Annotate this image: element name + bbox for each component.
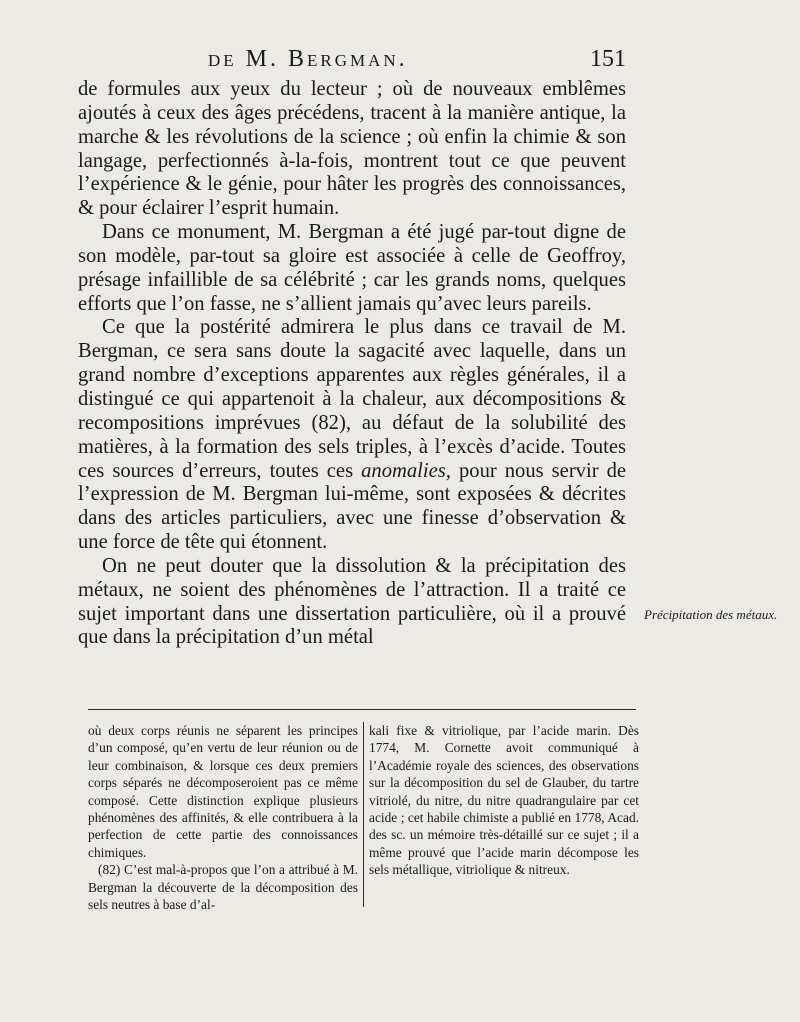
footnote-column-right bbox=[369, 722, 639, 879]
paragraph-1: de formules aux yeux du lecteur ; où de nouveaux emblêmes ajoutés à ceux des âges précédens, tracent à la manière antique, la marche & les révolutions de la science ; où enfin la chimie & son langage, perfectionnés à-la-fois, montrent tout ce que peuvent l’expérience & le génie, pour hâter les progrès des connoissances, & pour éclairer l’esprit humain. bbox=[78, 78, 626, 220]
footnote-column-left bbox=[88, 722, 358, 913]
emphasis-anomalies: anomalies, bbox=[361, 459, 451, 482]
footnote-rule bbox=[88, 709, 636, 710]
main-text bbox=[78, 78, 626, 650]
paragraph-2: Dans ce monument, M. Bergman a été jugé par-tout digne de son modèle, par-tout sa gloire est associée à celle de Geoffroy, présage infaillible de sa célébrité ; car les grands noms, quelques efforts que l’on fasse, ne s’allient jamais qu’avec leurs pareils. bbox=[78, 221, 626, 315]
footnote-continuation: où deux corps réunis ne séparent les principes d’un composé, qu’en vertu de leur réunion ou de leur combinaison, & lorsque ces deux premiers corps séparés ne décomposeroient pas ce même composé. Cette distinction explique plusieurs phénomènes des affinités, & elle contribuera à la perfection de cette partie des connoissances chimiques. bbox=[88, 723, 358, 860]
paragraph-4: On ne peut douter que la dissolution & la précipitation des métaux, ne soient des phénomènes de l’attraction. Il a traité ce sujet important dans une dissertation particulière, où il a prouvé que dans la précipitation d’un métal bbox=[78, 554, 626, 649]
paragraph-3-text: Ce que la postérité admirera le plus dans ce travail de M. Bergman, ce sera sans doute la sagacité avec laquelle, dans un grand nombre d’exceptions apparentes aux règles générales, il a distingué ce qui appartenoit à la chaleur, aux décompositions & recompositions imprévues (82), au défaut de la solubilité des matières, à la formation des sels triples, à l’excès d’acide. Toutes ces sources d’erreurs, toutes ces bbox=[78, 316, 626, 482]
footnote-82: (82) C’est mal-à-propos que l’on a attribué à M. Bergman la découverte de la décomposition des sels neutres à base d’al- bbox=[88, 862, 358, 913]
paragraph-3 bbox=[78, 316, 626, 554]
footnote-82-continued: kali fixe & vitriolique, par l’acide marin. Dès 1774, M. Cornette avoit communiqué à l’Académie royale des sciences, des observations sur la décomposition du sel de Glauber, du tartre vitriolé, du nitre, du nitre quadrangulaire par cet acide ; cet habile chimiste a publié en 1778, Acad. des sc. un mémoire très-détaillé sur ce sujet ; il a même prouvé que l’acide marin décompose les sels métallique, vitriolique & nitreux. bbox=[369, 723, 639, 878]
margin-note: Précipitation des métaux. bbox=[644, 607, 778, 622]
footnotes bbox=[88, 722, 639, 922]
page-header bbox=[78, 44, 626, 78]
page-number: 151 bbox=[590, 46, 626, 72]
paragraph-3-continued: pour nous servir de l’expression de M. Bergman lui-même, sont exposées & décrites dans des articles particuliers, avec une finesse d’observation & une force de tête qui étonnent. bbox=[78, 459, 627, 554]
column-divider bbox=[363, 722, 364, 907]
running-title: de M. Bergman. bbox=[208, 46, 408, 72]
